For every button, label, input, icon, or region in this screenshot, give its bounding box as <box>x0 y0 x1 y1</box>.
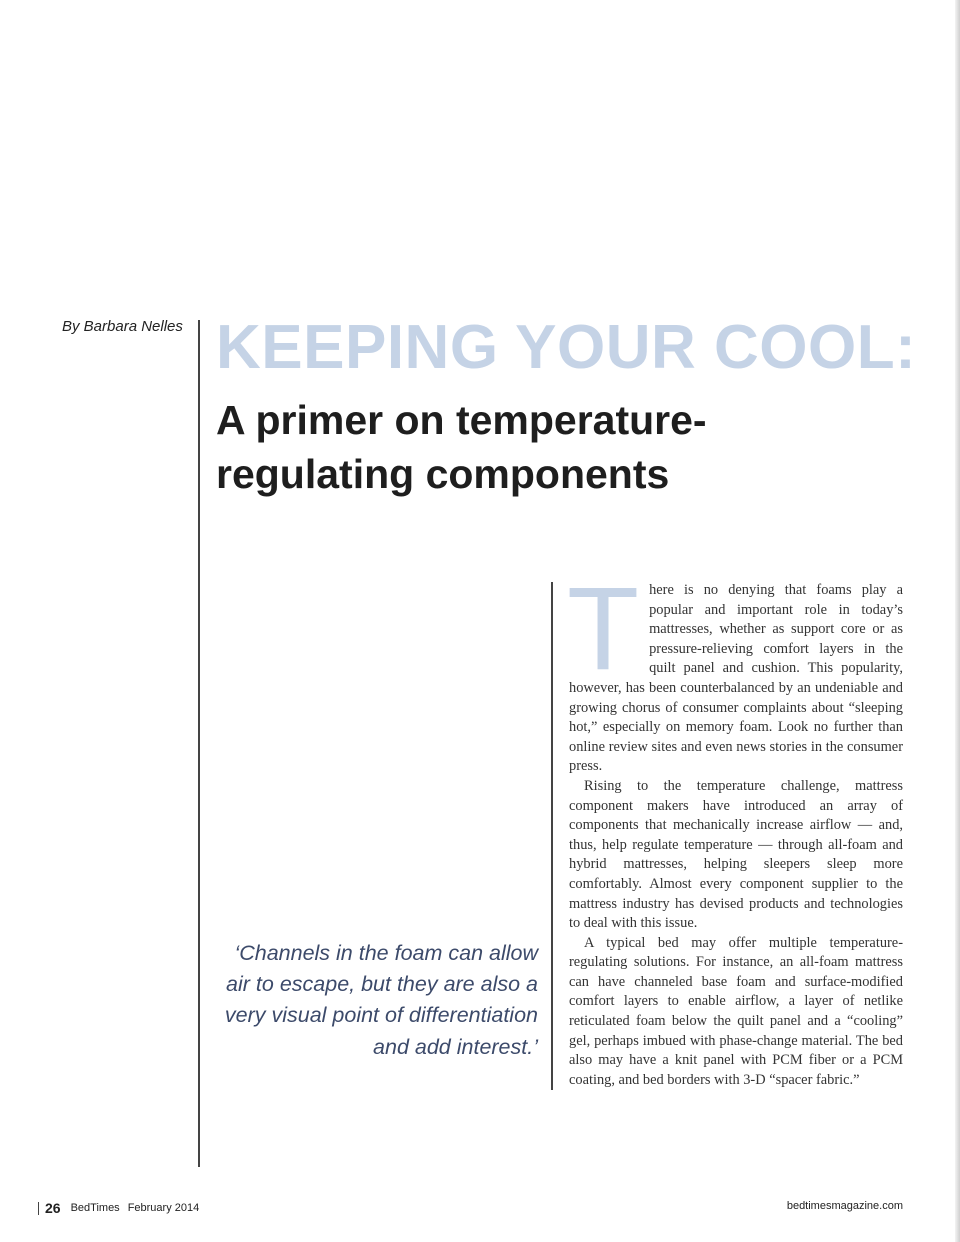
page-edge-shadow <box>955 0 960 1242</box>
page-number: 26 <box>45 1200 61 1216</box>
issue-date: February 2014 <box>127 1202 200 1214</box>
article-paragraph: Rising to the temperature challenge, mattress component makers have introduced an array of components that mechanically increase airflow — and, thus, help regulate temperature — through all-foam and hybrid mattresses, helping sleepers sleep more comfortably. Almost every component supplier to the mattress industry has devised products and technologies to deal with this issue. <box>569 777 903 932</box>
article-subtitle: A primer on temperature-regulating components <box>216 397 707 497</box>
footer-folio <box>38 1200 199 1216</box>
pull-quote: ‘Channels in the foam can allow air to escape, but they are also a very visual point of differentiation and add interest.’ <box>224 941 538 1059</box>
drop-cap: T <box>567 563 640 695</box>
article-headline: KEEPING YOUR COOL: <box>216 313 917 382</box>
article-body <box>567 563 903 1090</box>
article-paragraph <box>567 563 903 777</box>
paragraph-text: here is no denying that foams play a popular and important role in today’s mattresses, whether as support core or as pressure-relieving comfort layers in the quilt panel and cushion. This popularity, however, has been counterbalanced by an undeniable and growing chorus of consumer complaints about “sleeping hot,” especially on memory foam. Look no further than online review sites and even news stories in the consumer press. <box>569 582 903 775</box>
magazine-name: BedTimes <box>70 1202 120 1214</box>
left-column-divider <box>198 320 200 1167</box>
byline: By Barbara Nelles <box>62 318 183 335</box>
article-paragraph: A typical bed may offer multiple temperature-regulating solutions. For instance, an all-foam mattress can have channeled base foam and surface-modified comfort layers to enable airflow, a layer of netlike reticulated foam below the quilt panel and a “cooling” gel, perhaps imbued with phase-change material. The bed also may have a knit panel with PCM fiber or a PCM coating, and bed borders with 3-D “spacer fabric.” <box>569 934 903 1088</box>
body-column-divider <box>551 582 553 1090</box>
website-url: bedtimesmagazine.com <box>786 1200 903 1212</box>
folio-divider <box>38 1202 39 1215</box>
